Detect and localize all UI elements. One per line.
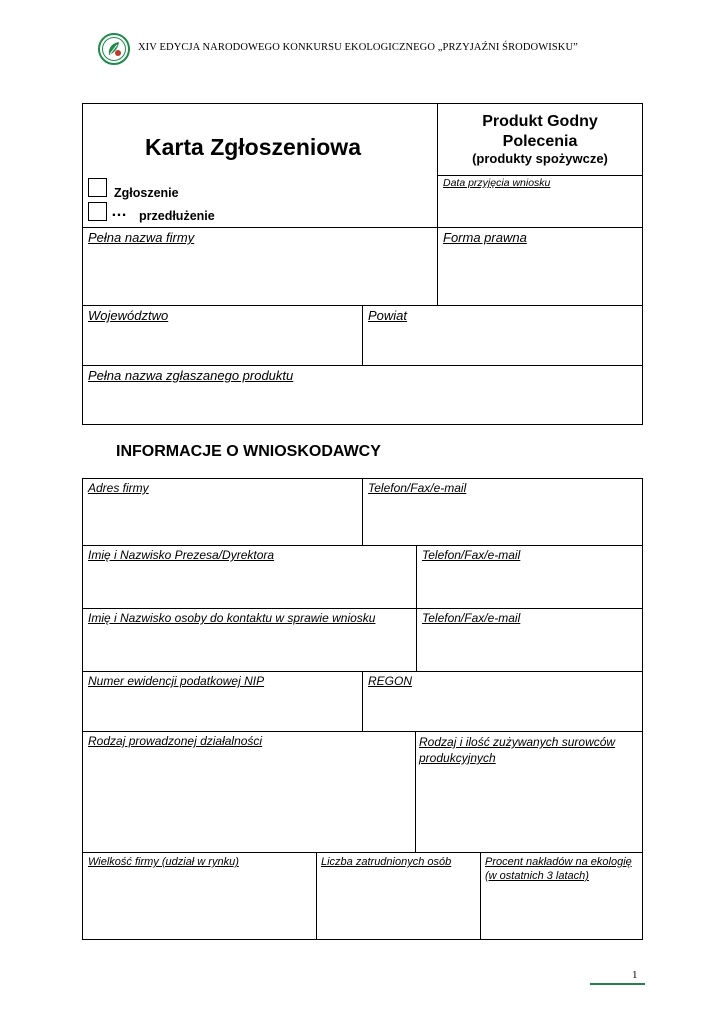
product-category-cell — [437, 103, 643, 176]
form-title: Karta Zgłoszeniowa — [145, 134, 361, 160]
date-received-field[interactable] — [437, 175, 643, 228]
voivodeship-field[interactable] — [82, 305, 363, 366]
company-name-label: Pełna nazwa firmy — [88, 230, 195, 245]
phone-label-3: Telefon/Fax/e-mail — [422, 611, 521, 625]
activity-type-label: Rodzaj prowadzonej działalności — [88, 734, 263, 748]
county-field[interactable] — [362, 305, 643, 366]
address-label: Adres firmy — [88, 481, 149, 495]
checkbox-przedluzenie-label: przedłużenie — [139, 209, 215, 223]
president-name-label: Imię i Nazwisko Prezesa/Dyrektora — [88, 548, 275, 562]
product-name-field[interactable] — [82, 365, 643, 425]
raw-materials-field[interactable] — [415, 731, 643, 853]
regon-field[interactable] — [362, 671, 643, 732]
product-title-line2: Polecenia — [502, 133, 578, 150]
activity-type-field[interactable] — [82, 731, 416, 853]
regon-label: REGON — [368, 674, 413, 688]
checkbox-przedluzenie[interactable] — [88, 202, 107, 221]
page-number: 1 — [632, 969, 638, 981]
contact-person-label: Imię i Nazwisko osoby do kontaktu w sprawie wniosku — [88, 611, 376, 625]
voivodeship-label: Województwo — [88, 308, 169, 323]
phone-label-2: Telefon/Fax/e-mail — [422, 548, 521, 562]
ellipsis-mark: … — [111, 203, 127, 220]
nip-label: Numer ewidencji podatkowej NIP — [88, 674, 265, 688]
county-label: Powiat — [368, 308, 408, 323]
title-cell — [82, 103, 438, 228]
contact-person-field[interactable] — [82, 608, 417, 672]
employees-label: Liczba zatrudnionych osób — [321, 856, 452, 868]
phone-field-2[interactable] — [416, 545, 643, 609]
eco-spending-field[interactable] — [480, 852, 643, 940]
nip-field[interactable] — [82, 671, 363, 732]
employees-field[interactable] — [316, 852, 481, 940]
date-received-label: Data przyjęcia wniosku — [443, 177, 551, 189]
eco-leaf-logo-icon — [98, 33, 130, 65]
company-size-field[interactable] — [82, 852, 317, 940]
applicant-section-title: INFORMACJE O WNIOSKODAWCY — [116, 443, 381, 460]
legal-form-field[interactable] — [437, 227, 643, 306]
raw-materials-label: Rodzaj i ilość zużywanych surowców produkcyjnych — [419, 735, 616, 765]
checkbox-zgloszenie-label: Zgłoszenie — [114, 186, 179, 200]
company-name-field[interactable] — [82, 227, 438, 306]
eco-spending-label: Procent nakładów na ekologię (w ostatnich 3 latach) — [485, 856, 632, 882]
footer-line — [590, 983, 645, 985]
company-size-label: Wielkość firmy (udział w rynku) — [88, 856, 239, 868]
legal-form-label: Forma prawna — [443, 230, 527, 245]
product-title-line1: Produkt Godny — [482, 113, 598, 130]
product-name-label: Pełna nazwa zgłaszanego produktu — [88, 368, 294, 383]
president-name-field[interactable] — [82, 545, 417, 609]
phone-field-3[interactable] — [416, 608, 643, 672]
phone-field-1[interactable] — [362, 478, 643, 546]
product-subtitle: (produkty spożywcze) — [472, 151, 608, 166]
checkbox-zgloszenie[interactable] — [88, 178, 107, 197]
phone-label-1: Telefon/Fax/e-mail — [368, 481, 467, 495]
header-title: XIV EDYCJA NARODOWEGO KONKURSU EKOLOGICZNEGO „PRZYJAŹNI ŚRODOWISKU” — [138, 42, 578, 53]
address-field[interactable] — [82, 478, 363, 546]
